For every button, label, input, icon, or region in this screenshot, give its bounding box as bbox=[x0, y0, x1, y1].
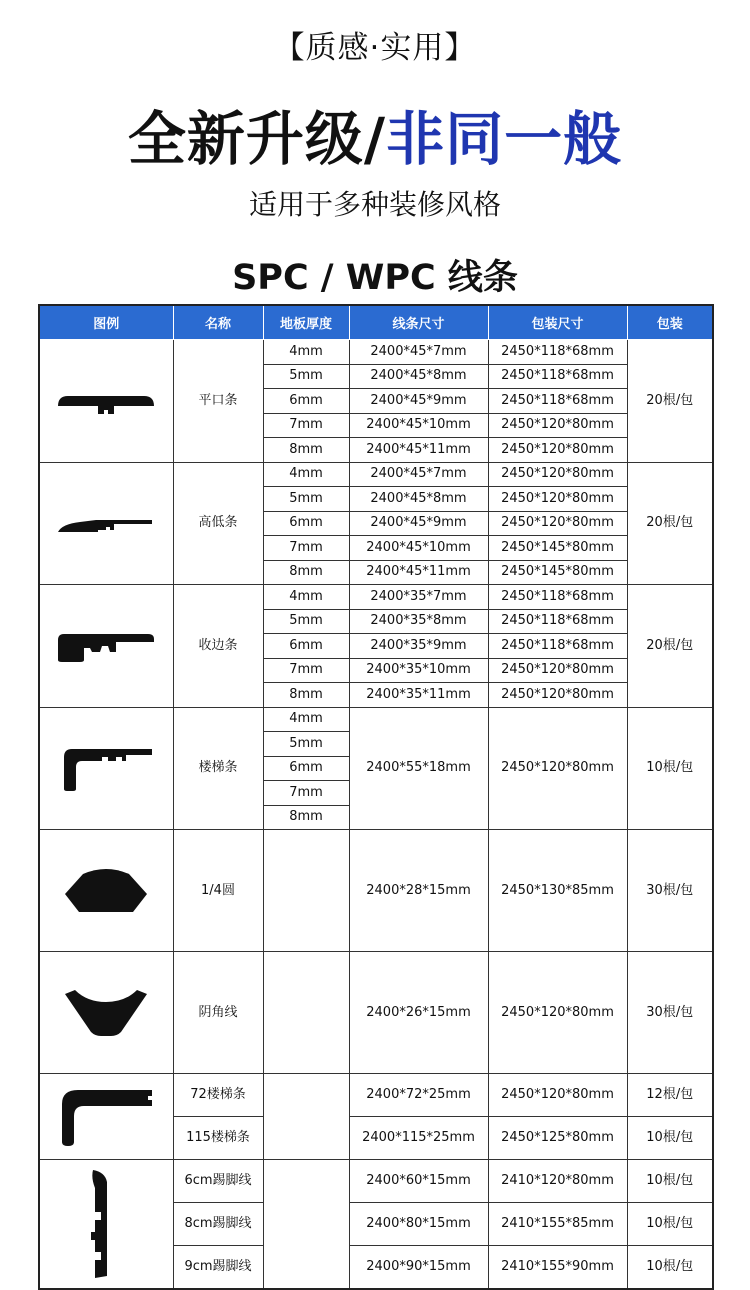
table-row bbox=[39, 462, 713, 487]
package-cell: 20根/包 bbox=[627, 340, 713, 463]
pack-size-cell: 2450*145*80mm bbox=[488, 560, 627, 585]
line-size-cell: 2400*35*10mm bbox=[349, 658, 488, 683]
thickness-cell: 8mm bbox=[263, 560, 349, 585]
line-size-cell: 2400*45*8mm bbox=[349, 487, 488, 512]
col-header-line-size: 线条尺寸 bbox=[349, 305, 488, 340]
stair-nose-profile-icon bbox=[39, 707, 173, 830]
product-name: 1/4圆 bbox=[173, 830, 263, 952]
package-cell: 10根/包 bbox=[627, 1117, 713, 1160]
thickness-cell: 5mm bbox=[263, 609, 349, 634]
subtitle-quality-practical: 【质感·实用】 bbox=[273, 30, 477, 66]
col-header-package: 包装 bbox=[627, 305, 713, 340]
headline-blue-part: 非同一般 bbox=[386, 105, 623, 173]
end-cap-profile-icon bbox=[39, 585, 173, 708]
table-row bbox=[39, 1074, 713, 1117]
pack-size-cell: 2450*118*68mm bbox=[488, 609, 627, 634]
pack-size-cell: 2450*130*85mm bbox=[488, 830, 627, 952]
line-size-cell: 2400*45*11mm bbox=[349, 560, 488, 585]
pack-size-cell: 2450*118*68mm bbox=[488, 389, 627, 414]
thickness-cell: 8mm bbox=[263, 438, 349, 463]
pack-size-cell: 2450*120*80mm bbox=[488, 462, 627, 487]
thickness-cell: 4mm bbox=[263, 462, 349, 487]
line-size-cell: 2400*35*9mm bbox=[349, 634, 488, 659]
tagline: 适用于多种装修风格 bbox=[248, 188, 501, 221]
product-name: 115楼梯条 bbox=[173, 1117, 263, 1160]
thickness-cell: 7mm bbox=[263, 781, 349, 806]
col-header-pack-size: 包装尺寸 bbox=[488, 305, 627, 340]
line-size-cell: 2400*35*8mm bbox=[349, 609, 488, 634]
table-row bbox=[39, 340, 713, 365]
pack-size-cell: 2450*118*68mm bbox=[488, 634, 627, 659]
thickness-cell bbox=[263, 830, 349, 952]
pack-size-cell: 2450*120*80mm bbox=[488, 683, 627, 708]
thickness-cell: 7mm bbox=[263, 536, 349, 561]
package-cell: 30根/包 bbox=[627, 830, 713, 952]
line-size-cell: 2400*115*25mm bbox=[349, 1117, 488, 1160]
pack-size-cell: 2450*125*80mm bbox=[488, 1117, 627, 1160]
flat-edge-profile-icon bbox=[39, 340, 173, 463]
pack-size-cell: 2450*120*80mm bbox=[488, 487, 627, 512]
thickness-cell: 4mm bbox=[263, 707, 349, 732]
product-name: 阴角线 bbox=[173, 952, 263, 1074]
pack-size-cell: 2450*118*68mm bbox=[488, 340, 627, 365]
thickness-cell: 8mm bbox=[263, 805, 349, 830]
pack-size-cell: 2410*155*90mm bbox=[488, 1246, 627, 1289]
line-size-cell: 2400*28*15mm bbox=[349, 830, 488, 952]
product-name: 平口条 bbox=[173, 340, 263, 463]
table-row bbox=[39, 585, 713, 610]
thickness-cell: 6mm bbox=[263, 756, 349, 781]
pack-size-cell: 2410*120*80mm bbox=[488, 1160, 627, 1203]
product-name: 72楼梯条 bbox=[173, 1074, 263, 1117]
thickness-cell: 4mm bbox=[263, 340, 349, 365]
product-name: 楼梯条 bbox=[173, 707, 263, 830]
thickness-cell: 7mm bbox=[263, 658, 349, 683]
line-size-cell: 2400*45*8mm bbox=[349, 364, 488, 389]
col-header-name: 名称 bbox=[173, 305, 263, 340]
thickness-cell: 5mm bbox=[263, 732, 349, 757]
package-cell: 10根/包 bbox=[627, 1246, 713, 1289]
pack-size-cell: 2450*120*80mm bbox=[488, 1074, 627, 1117]
thickness-cell: 5mm bbox=[263, 487, 349, 512]
spec-table bbox=[38, 304, 714, 1290]
thickness-cell bbox=[263, 1074, 349, 1160]
cove-profile-icon bbox=[39, 952, 173, 1074]
package-cell: 20根/包 bbox=[627, 462, 713, 585]
table-row bbox=[39, 1160, 713, 1203]
line-size-cell: 2400*55*18mm bbox=[349, 707, 488, 830]
line-size-cell: 2400*45*11mm bbox=[349, 438, 488, 463]
line-size-cell: 2400*45*7mm bbox=[349, 462, 488, 487]
line-size-cell: 2400*45*10mm bbox=[349, 536, 488, 561]
pack-size-cell: 2450*120*80mm bbox=[488, 658, 627, 683]
pack-size-cell: 2450*118*68mm bbox=[488, 364, 627, 389]
line-size-cell: 2400*35*11mm bbox=[349, 683, 488, 708]
product-name: 8cm踢脚线 bbox=[173, 1203, 263, 1246]
line-size-cell: 2400*45*10mm bbox=[349, 413, 488, 438]
main-headline bbox=[0, 92, 750, 176]
pack-size-cell: 2450*145*80mm bbox=[488, 536, 627, 561]
line-size-cell: 2400*60*15mm bbox=[349, 1160, 488, 1203]
table-header-row bbox=[39, 305, 713, 340]
line-size-cell: 2400*26*15mm bbox=[349, 952, 488, 1074]
pack-size-cell: 2450*120*80mm bbox=[488, 952, 627, 1074]
pack-size-cell: 2450*118*68mm bbox=[488, 585, 627, 610]
headline-black-part: 全新升级/ bbox=[127, 105, 387, 173]
thickness-cell: 4mm bbox=[263, 585, 349, 610]
package-cell: 20根/包 bbox=[627, 585, 713, 708]
pack-size-cell: 2450*120*80mm bbox=[488, 413, 627, 438]
thickness-cell: 8mm bbox=[263, 683, 349, 708]
quarter-round-profile-icon bbox=[39, 830, 173, 952]
pack-size-cell: 2410*155*85mm bbox=[488, 1203, 627, 1246]
skirting-profile-icon bbox=[39, 1160, 173, 1289]
product-name: 高低条 bbox=[173, 462, 263, 585]
package-cell: 10根/包 bbox=[627, 707, 713, 830]
thickness-cell bbox=[263, 952, 349, 1074]
pack-size-cell: 2450*120*80mm bbox=[488, 438, 627, 463]
col-header-thickness: 地板厚度 bbox=[263, 305, 349, 340]
table-row bbox=[39, 707, 713, 732]
package-cell: 12根/包 bbox=[627, 1074, 713, 1117]
col-header-diagram: 图例 bbox=[39, 305, 173, 340]
thickness-cell: 6mm bbox=[263, 389, 349, 414]
line-size-cell: 2400*90*15mm bbox=[349, 1246, 488, 1289]
pack-size-cell: 2450*120*80mm bbox=[488, 707, 627, 830]
thickness-cell: 5mm bbox=[263, 364, 349, 389]
package-cell: 10根/包 bbox=[627, 1203, 713, 1246]
table-row bbox=[39, 952, 713, 1074]
table-row bbox=[39, 830, 713, 952]
thickness-cell: 6mm bbox=[263, 511, 349, 536]
line-size-cell: 2400*72*25mm bbox=[349, 1074, 488, 1117]
line-size-cell: 2400*45*7mm bbox=[349, 340, 488, 365]
line-size-cell: 2400*35*7mm bbox=[349, 585, 488, 610]
thickness-cell bbox=[263, 1160, 349, 1289]
pack-size-cell: 2450*120*80mm bbox=[488, 511, 627, 536]
package-cell: 10根/包 bbox=[627, 1160, 713, 1203]
product-name: 6cm踢脚线 bbox=[173, 1160, 263, 1203]
line-size-cell: 2400*80*15mm bbox=[349, 1203, 488, 1246]
line-size-cell: 2400*45*9mm bbox=[349, 511, 488, 536]
product-name: 收边条 bbox=[173, 585, 263, 708]
big-stair-nose-profile-icon bbox=[39, 1074, 173, 1160]
product-name: 9cm踢脚线 bbox=[173, 1246, 263, 1289]
thickness-cell: 7mm bbox=[263, 413, 349, 438]
package-cell: 30根/包 bbox=[627, 952, 713, 1074]
thickness-cell: 6mm bbox=[263, 634, 349, 659]
reducer-profile-icon bbox=[39, 462, 173, 585]
table-title: SPC / WPC 线条 bbox=[232, 258, 518, 298]
line-size-cell: 2400*45*9mm bbox=[349, 389, 488, 414]
